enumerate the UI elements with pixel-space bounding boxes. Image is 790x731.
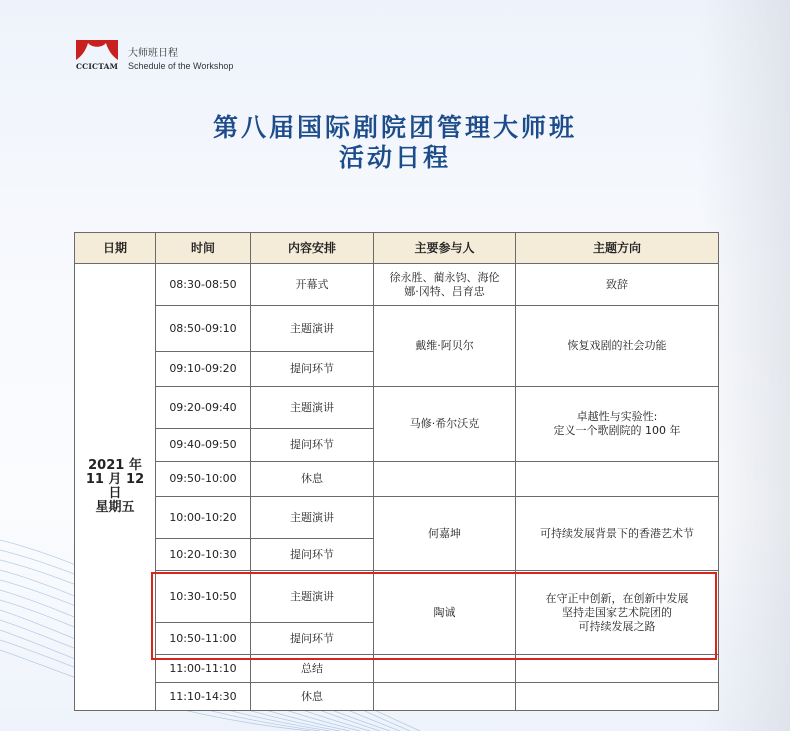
theater-curtain-icon — [76, 40, 118, 60]
header-content: 内容安排 — [251, 233, 374, 264]
logo-text: CCICTAM — [76, 62, 119, 71]
page-subtitle: 活动日程 — [338, 143, 451, 172]
participants-cell: 陶诚 — [374, 571, 516, 655]
table-row — [75, 497, 719, 539]
content-cell: 主题演讲 — [251, 497, 374, 539]
header-date: 日期 — [75, 233, 156, 264]
participants-cell — [374, 655, 516, 683]
table-row — [75, 306, 719, 352]
schedule-table — [74, 232, 719, 711]
time-cell: 10:50-11:00 — [156, 623, 251, 655]
table-row — [75, 571, 719, 623]
time-cell: 10:30-10:50 — [156, 571, 251, 623]
participants-cell: 戴维·阿贝尔 — [374, 306, 516, 387]
participants-cell — [374, 462, 516, 497]
topic-line: 坚持走国家艺术院团的 — [562, 605, 672, 619]
header-participants: 主要参与人 — [374, 233, 516, 264]
date-month-day: 11 月 12 日 — [85, 472, 145, 501]
topic-cell: 可持续发展背景下的香港艺术节 — [516, 497, 719, 571]
participants-line: 娜·冈特、吕育忠 — [404, 284, 485, 298]
time-cell: 09:20-09:40 — [156, 387, 251, 429]
time-cell: 11:00-11:10 — [156, 655, 251, 683]
topic-cell — [516, 387, 719, 462]
page-title: 第八届国际剧院团管理大师班 — [212, 113, 577, 142]
header-topic: 主题方向 — [516, 233, 719, 264]
date-weekday: 星期五 — [95, 500, 135, 515]
table-row — [75, 655, 719, 683]
topic-cell — [516, 571, 719, 655]
participants-line: 徐永胜、蔺永钧、海伦 — [389, 270, 500, 284]
table-row — [75, 462, 719, 497]
time-cell: 11:10-14:30 — [156, 683, 251, 711]
brand-name-en: Schedule of the Workshop — [128, 61, 234, 71]
date-cell — [75, 264, 156, 711]
date-year: 2021 年 — [88, 458, 142, 473]
content-cell: 开幕式 — [251, 264, 374, 306]
header-time: 时间 — [156, 233, 251, 264]
topic-line: 在守正中创新，在创新中发展 — [545, 591, 689, 605]
topic-line: 定义一个歌剧院的 100 年 — [553, 424, 681, 437]
time-cell: 09:50-10:00 — [156, 462, 251, 497]
content-cell: 主题演讲 — [251, 571, 374, 623]
time-cell: 08:50-09:10 — [156, 306, 251, 352]
topic-cell: 恢复戏剧的社会功能 — [516, 306, 719, 387]
content-cell: 主题演讲 — [251, 387, 374, 429]
content-cell: 总结 — [251, 655, 374, 683]
topic-cell — [516, 655, 719, 683]
table-header-row — [75, 233, 719, 264]
topic-cell — [516, 683, 719, 711]
ccictam-logo — [76, 40, 118, 70]
topic-line: 卓越性与实验性: — [576, 410, 658, 423]
topic-line: 可持续发展之路 — [578, 619, 656, 633]
content-cell: 休息 — [251, 683, 374, 711]
content-cell: 提问环节 — [251, 539, 374, 571]
time-cell: 08:30-08:50 — [156, 264, 251, 306]
participants-cell: 何嘉坤 — [374, 497, 516, 571]
brand-name-cn: 大师班日程 — [128, 48, 178, 59]
table-row — [75, 683, 719, 711]
content-cell: 提问环节 — [251, 623, 374, 655]
content-cell: 休息 — [251, 462, 374, 497]
table-row — [75, 264, 719, 306]
participants-cell: 马修·希尔沃克 — [374, 387, 516, 462]
time-cell: 10:20-10:30 — [156, 539, 251, 571]
participants-cell — [374, 683, 516, 711]
content-cell: 提问环节 — [251, 429, 374, 462]
table-row — [75, 387, 719, 429]
time-cell: 10:00-10:20 — [156, 497, 251, 539]
content-cell: 主题演讲 — [251, 306, 374, 352]
time-cell: 09:10-09:20 — [156, 352, 251, 387]
topic-cell: 致辞 — [516, 264, 719, 306]
participants-cell — [374, 264, 516, 306]
topic-cell — [516, 462, 719, 497]
content-cell: 提问环节 — [251, 352, 374, 387]
time-cell: 09:40-09:50 — [156, 429, 251, 462]
